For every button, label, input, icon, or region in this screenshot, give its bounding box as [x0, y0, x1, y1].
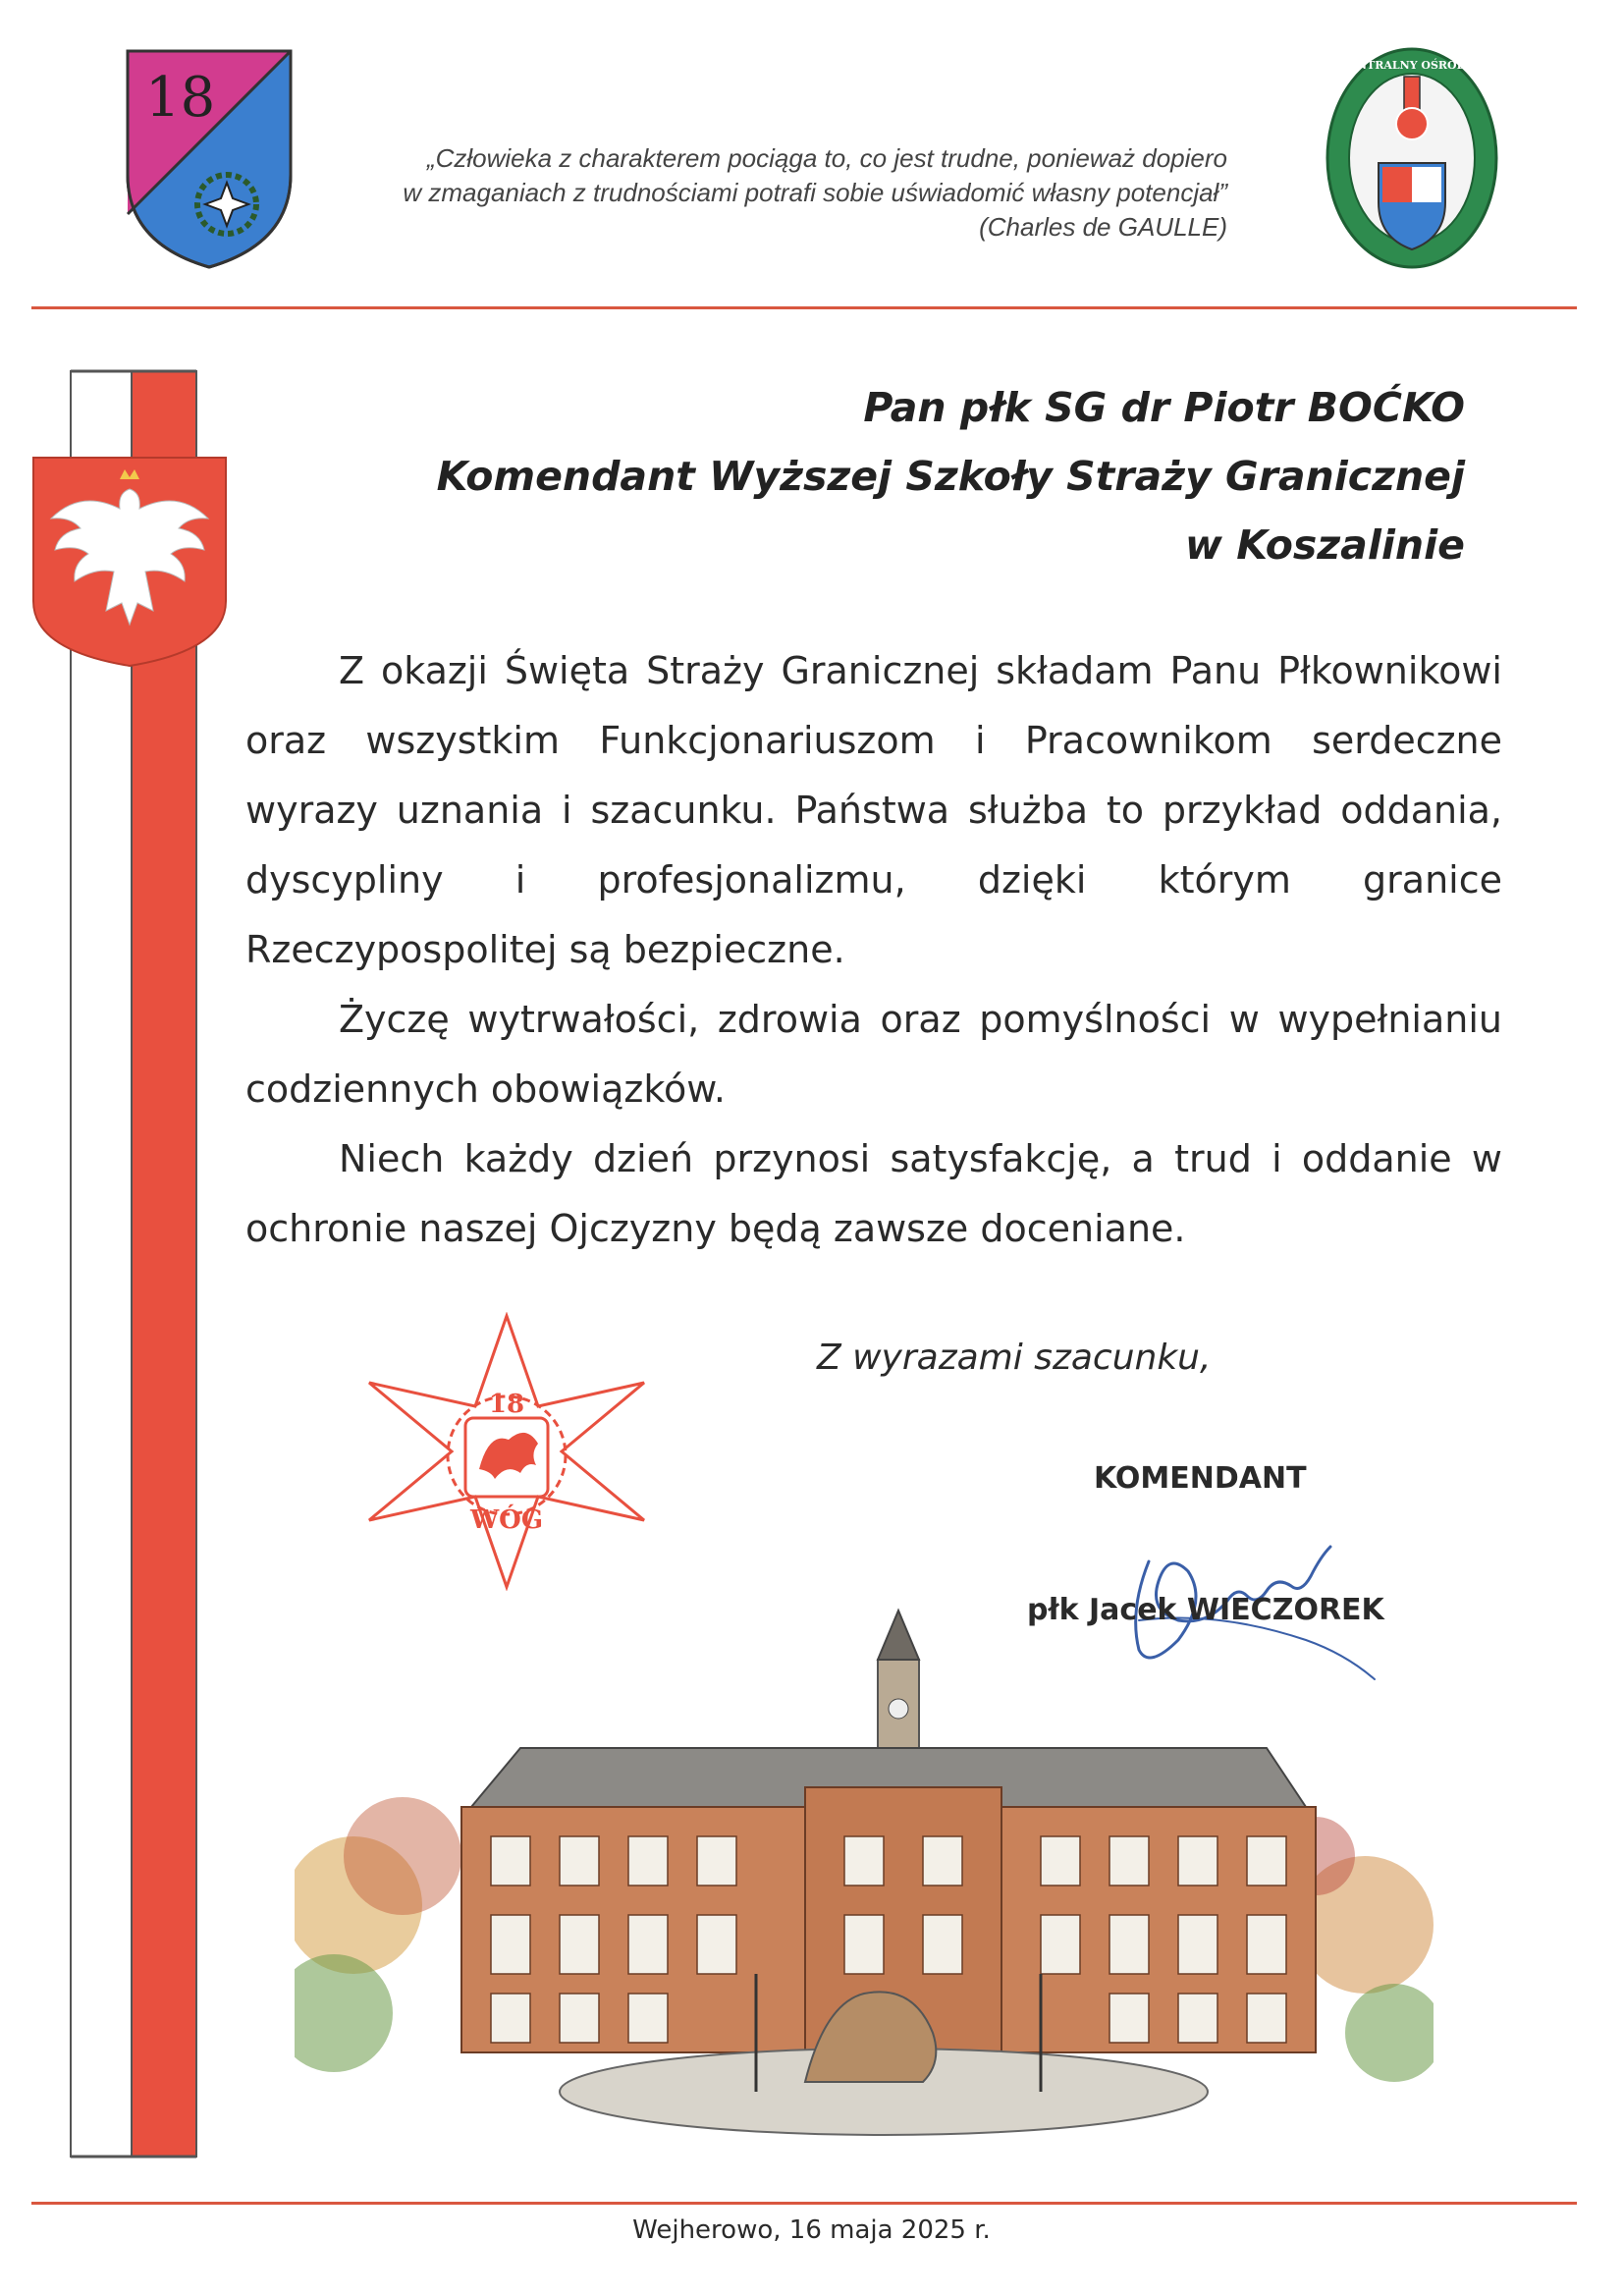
- motto-line: „Człowieka z charakterem pociąga to, co jest trudne, ponieważ dopiero: [426, 143, 1227, 173]
- place-and-date: Wejherowo, 16 maja 2025 r.: [632, 2215, 991, 2245]
- wog-abbr: WÓG: [469, 1505, 544, 1535]
- body-paragraph: Życzę wytrwałości, zdrowia oraz pomyślności w wypełnianiu codziennych obowiązków.: [245, 998, 1502, 1111]
- body-paragraph: Niech każdy dzień przynosi satysfakcję, a trud i oddanie w ochronie naszej Ojczyzny będą zawsze doceniane.: [245, 1137, 1502, 1250]
- motto-line: w zmaganiach z trudnościami potrafi sobie uświadomić własny potencjał”: [403, 178, 1227, 207]
- body-paragraph: Z okazji Święta Straży Granicznej składam Panu Płkownikowi oraz wszystkim Funkcjonariuszom i Pracownikom serdeczne wyrazy uznania i szacunku. Państwa służba to przykład oddania, dyscypliny i profesjonalizmu, dzięki którym granice Rzeczypospolitej są bezpieczne.: [245, 649, 1502, 971]
- addressee-position: Komendant Wyższej Szkoły Straży Granicznej: [436, 453, 1465, 500]
- footer-divider: [31, 2202, 1577, 2205]
- wog-cross-emblem-icon: [359, 1312, 654, 1591]
- addressee-location: w Koszalinie: [1185, 521, 1465, 569]
- closing-phrase: Z wyrazami szacunku,: [817, 1338, 1212, 1378]
- addressee-block: [295, 373, 1465, 579]
- letter-body: [245, 636, 1502, 1264]
- signer-title: KOMENDANT: [1094, 1461, 1307, 1496]
- addressee-name: Pan płk SG dr Piotr BOĆKO: [863, 384, 1465, 431]
- badge-number: 18: [145, 66, 216, 130]
- wog-number: 18: [488, 1390, 525, 1419]
- header-divider: [31, 306, 1577, 309]
- cos-sg-badge-icon: [1324, 45, 1500, 271]
- motto-author: (Charles de GAULLE): [979, 212, 1227, 242]
- unit-18-badge-icon: [124, 47, 295, 271]
- polish-eagle-icon: [29, 454, 230, 670]
- motto-quote: [353, 141, 1227, 245]
- badge-ring-text: CENTRALNY OŚRODEK: [1339, 59, 1485, 72]
- town-hall-illustration-icon: [295, 1601, 1434, 2160]
- signer-name: płk Jacek WIECZOREK: [1027, 1593, 1384, 1627]
